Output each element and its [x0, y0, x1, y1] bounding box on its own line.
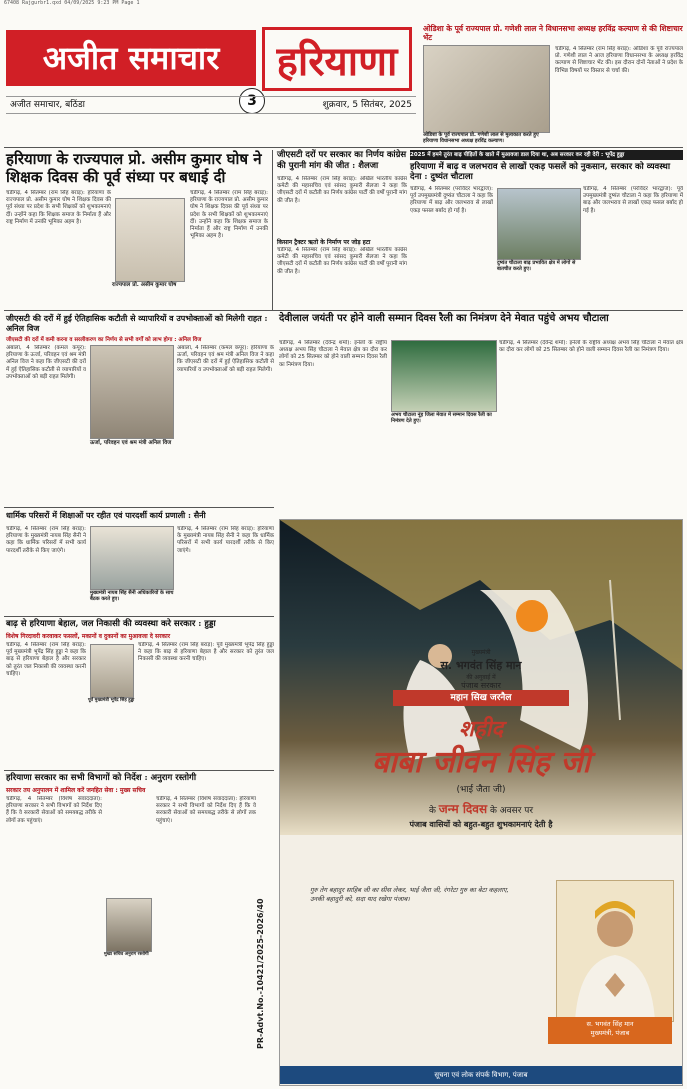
- devilal-body-1: चंडीगढ़, 4 सितम्बर (देवेन्द्र शर्मा): इनेलो के राष्ट्रीय अध्यक्ष अभय सिंह चौटाला ने मेवात क्षेत्र का दौरा कर लोगों को 25 सितम्बर को होने वाली सम्मान दिवस रैली का निमंत्रण दिया।: [279, 340, 387, 368]
- ad-alias: (भाई जैता जी): [456, 785, 506, 795]
- flood-body-2: चंडीगढ़, 4 सितम्बर (राम सिंह बराड़): पूर्व मुख्यमंत्री भूपेंद्र सिंह हुड्डा ने कहा कि बाढ़ से हरियाणा बेहाल है और सरकार को तुरंत जल निकासी की व्यवस्था करनी चाहिए।: [138, 642, 274, 663]
- saini-body-2: चंडीगढ़, 4 सितम्बर (राम सिंह बराड़): हरियाणा के मुख्यमंत्री नायब सिंह सैनी ने कहा कि धार्मिक परिसरों में सभी कार्य पारदर्शी तरीके से किए जाएंगे।: [177, 526, 274, 554]
- devilal-caption: अभय चौटाला नूंह जिला मेवात में सम्मान दिवस रैली का निमंत्रण देते हुए।: [391, 412, 492, 424]
- flood-subhead: विशेष गिरदावरी करवाकर फसलों, मकानों व दुकानों का मुआवजा दे सरकार: [6, 633, 171, 640]
- ad-occasion-main: जन्म दिवस: [438, 802, 488, 816]
- devilal-body-2: चंडीगढ़, 4 सितम्बर (देवेन्द्र शर्मा): इनेलो के राष्ट्रीय अध्यक्ष अभय सिंह चौटाला ने मेवात क्षेत्र का दौरा कर लोगों को 25 सितम्बर को होने वाली सम्मान दिवस रैली का निमंत्रण दिया।: [499, 340, 683, 354]
- masthead-name-left: अजीत समाचार: [6, 30, 256, 86]
- hooda-photo: [90, 644, 134, 698]
- rastogi-body-1: चंडीगढ़, 4 सितम्बर (विशेष संवाददाता): हरियाणा सरकार ने सभी विभागों को निर्देश दिए हैं कि वे सरकारी सेवाओं को समयबद्ध तरीके से लोगों तक पहुंचाएं।: [6, 796, 102, 824]
- ad-cm-caption-name: स. भगवंत सिंह मान: [586, 1020, 634, 1028]
- ad-leadership: की अगुवाई में: [466, 674, 496, 681]
- ad-government: पंजाब सरकार: [461, 681, 501, 690]
- vij-caption: ऊर्जा, परिवहन एवं श्रम मंत्री अनिल विज: [90, 440, 172, 446]
- saini-body-1: चंडीगढ़, 4 सितम्बर (राम सिंह बराड़): हरियाणा के मुख्यमंत्री नायब सिंह सैनी ने कहा कि धार्मिक परिसरों में सभी कार्य पारदर्शी तरीके से किए जाएंगे।: [6, 526, 86, 554]
- print-header-strip: 67408 Rajgurbr1.qxd 04/09/2025 9:23 PM Page 1: [4, 0, 140, 6]
- ad-badge: महान सिख जरनैल: [393, 690, 569, 706]
- top-right-headline: ओडिशा के पूर्व राज्यपाल प्रो. गणेशी लाल ने विधानसभा अध्यक्ष हरविंद्र कल्याण से की शिष्टाचार भेंट: [423, 24, 683, 42]
- saini-photo: [90, 526, 174, 590]
- publisher: अजीत समाचार, बठिंडा: [10, 100, 85, 110]
- left-lead-body-2: चंडीगढ़, 4 सितम्बर (राम सिंह बराड़): हरियाणा के राज्यपाल प्रो. असीम कुमार घोष ने शिक्षक दिवस की पूर्व संध्या पर प्रदेश के सभी शिक्षकों को शुभकामनाएं दीं। उन्होंने कहा कि शिक्षक समाज के निर्माता हैं और राष्ट्र निर्माण में उनकी भूमिका अहम है।: [190, 190, 268, 240]
- rastogi-body-2: चंडीगढ़, 4 सितम्बर (विशेष संवाददाता): हरियाणा सरकार ने सभी विभागों को निर्देश दिए हैं कि वे सरकारी सेवाओं को समयबद्ध तरीके से लोगों तक पहुंचाएं।: [156, 796, 256, 824]
- ad-occasion-post: के अवसर पर: [489, 806, 534, 816]
- rastogi-photo: [106, 898, 152, 952]
- hooda-banner: 2025 में हमने तुरंत बाढ़ पीड़ितों के खाते में मुआवजा डाल दिया था, अब सरकार कर रही देरी : भूपेंद्र हुड्डा: [410, 150, 683, 160]
- ad-occasion-pre: के: [428, 806, 436, 816]
- saini-caption: मुख्यमंत्री नायब सिंह सैनी अधिकारियों के साथ बैठक करते हुए।: [90, 590, 174, 602]
- devilal-photo: [391, 340, 497, 412]
- gst-selja-subhead: किसान ट्रैक्टर ऋतो के निर्माण पर जोड़ हटा: [277, 239, 371, 246]
- ad-cm-title: मुख्यमंत्री: [471, 649, 491, 656]
- vij-subhead: जीएसटी की दरों में कमी करना व सरलीकरण का निर्णय से सभी वर्गों को लाभ होगा : अनिल विज: [6, 337, 202, 343]
- government-advertisement: [279, 519, 683, 1086]
- hooda-caption: पूर्व मुख्यमंत्री भूपेंद्र सिंह हुड्डा: [88, 698, 135, 703]
- devilal-headline: देवीलाल जयंती पर होने वाली सम्मान दिवस रैली का निमंत्रण देने मेवात पहुंचे अभय चौटाला: [279, 313, 609, 324]
- masthead: [6, 22, 416, 114]
- gst-selja-headline: जीएसटी दरों पर सरकार का निर्णय कांग्रेस की पुरानी मांग की जीत : शैलजा: [277, 150, 407, 171]
- ad-title-shaheed: शहीद: [458, 716, 504, 742]
- masthead-subline: [6, 96, 416, 114]
- ad-cm-name: स. भगवंत सिंह मान: [440, 659, 522, 672]
- saini-headline: धार्मिक परिसरों में शिक्षाओं पर रहीत एवं पारदर्शी कार्य प्रणाली : सैनी: [6, 510, 206, 520]
- top-right-photo-caption: ओडिशा के पूर्व राज्यपाल प्रो. गणेशी लाल से मुलाकात करते हुए हरियाणा विधानसभा अध्यक्ष हरविंद्र कल्याण।: [423, 132, 539, 144]
- ad-wish: पंजाब वासियों को बहुत-बहुत शुभकामनाएं देती है: [409, 820, 553, 829]
- rastogi-caption: मुख्य सचिव अनुराग रस्तोगी: [104, 952, 149, 957]
- flood-body-1: चंडीगढ़, 4 सितम्बर (राम सिंह बराड़): पूर्व मुख्यमंत्री भूपेंद्र सिंह हुड्डा ने कहा कि बाढ़ से हरियाणा बेहाल है और सरकार को तुरंत जल निकासी की व्यवस्था करनी चाहिए।: [6, 642, 86, 677]
- rastogi-subhead: सरकार तय अनुपालन में शामिल करें जनहित सेवा : मुख्य सचिव: [6, 787, 146, 794]
- governor-photo-caption: राज्यपाल प्रो. असीम कुमार घोष: [112, 282, 177, 288]
- vij-headline: जीएसटी की दरों में हुई ऐतिहासिक कटौती से व्यापारियों व उपभोक्ताओं को मिलेगी राहत : अनिल विज: [6, 313, 268, 333]
- page-number: 3: [239, 88, 265, 114]
- issue-date: शुक्रवार, 5 सितंबर, 2025: [322, 100, 412, 110]
- masthead-name-right: हरियाणा: [262, 27, 412, 91]
- ad-title-name: बाबा जीवन सिंह जी: [371, 745, 591, 780]
- gst-selja-body-2: चंडीगढ़, 4 सितम्बर (राम सिंह बराड़): अखिल भारतीय कांग्रेस कमेटी की महासचिव एवं सांसद कुमारी सैलजा ने कहा कि जीएसटी दरों में कटौती का निर्णय कांग्रेस पार्टी की वर्षों पुरानी मांग की जीत है।: [277, 247, 407, 275]
- rastogi-headline: हरियाणा सरकार का सभी विभागों को निर्देश : अनुराग रस्तोगी: [6, 773, 197, 783]
- ad-cm-figure: [557, 881, 673, 1021]
- ad-cm-caption-role: मुख्यमंत्री, पंजाब: [590, 1029, 630, 1037]
- dushyant-caption: दुष्यंत चौटाला बाढ़ प्रभावित क्षेत्र में लोगों से बातचीत करते हुए।: [497, 260, 576, 272]
- dushyant-body-2: चंडीगढ़, 4 सितम्बर (परविंदर भारद्वाज): पूर्व उपमुख्यमंत्री दुष्यंत चौटाला ने कहा कि हरियाणा में बाढ़ और जलभराव से लाखों एकड़ फसल बर्बाद हो गई है।: [583, 186, 683, 214]
- governor-photo: [115, 198, 185, 282]
- ad-cm-photo: [556, 880, 674, 1022]
- left-lead-body-1: चंडीगढ़, 4 सितम्बर (राम सिंह बराड़): हरियाणा के राज्यपाल प्रो. असीम कुमार घोष ने शिक्षक दिवस की पूर्व संध्या पर प्रदेश के सभी शिक्षकों को शुभकामनाएं दीं। उन्होंने कहा कि शिक्षक समाज के निर्माता हैं और राष्ट्र निर्माण में उनकी भूमिका अहम है।: [6, 190, 111, 225]
- vij-body-2: अंबाला, 4 सितम्बर (कमल कपूर): हरियाणा के ऊर्जा, परिवहन एवं श्रम मंत्री अनिल विज ने कहा कि जीएसटी की दरों में हुई ऐतिहासिक कटौती से व्यापारियों व उपभोक्ताओं को बड़ी राहत मिलेगी।: [177, 345, 274, 373]
- top-right-photo: [423, 45, 550, 133]
- vij-photo: [90, 345, 174, 439]
- ad-cm-caption: [548, 1017, 672, 1044]
- dushyant-body-1: चंडीगढ़, 4 सितम्बर (परविंदर भारद्वाज): पूर्व उपमुख्यमंत्री दुष्यंत चौटाला ने कहा कि हरियाणा में बाढ़ और जलभराव से लाखों एकड़ फसल बर्बाद हो गई है।: [410, 186, 493, 214]
- ad-footer: सूचना एवं लोक संपर्क विभाग, पंजाब: [280, 1066, 682, 1084]
- ad-verse: गुरु तेग बहादुर साहिब जी का सीस लेकर, भाई जैता जी, रंगरेटा गुरु का बेटा कहलाए, उनकी बहादुरी को, सदा याद रखेगा पंजाब।: [310, 886, 509, 903]
- dushyant-photo: [497, 188, 581, 260]
- dushyant-headline: हरियाणा में बाढ़ व जलभराव से लाखों एकड़ फसलें को नुकसान, सरकार को व्यवस्था देना : दुष्यंत चौटाला: [410, 162, 671, 182]
- gst-selja-body: चंडीगढ़, 4 सितम्बर (राम सिंह बराड़): अखिल भारतीय कांग्रेस कमेटी की महासचिव एवं सांसद कुमारी सैलजा ने कहा कि जीएसटी दरों में कटौती का निर्णय कांग्रेस पार्टी की वर्षों पुरानी मांग की जीत है।: [277, 176, 407, 204]
- top-right-body: चंडीगढ़, 4 सितम्बर (राम सिंह बराड़): ओडिशा के पूर्व राज्यपाल प्रो. गणेशी लाल ने आज हरियाणा विधानसभा के अध्यक्ष हरविंद्र कल्याण से शिष्टाचार भेंट की। इस दौरान दोनों नेताओं ने प्रदेश के विभिन्न विषयों पर विस्तार से चर्चा की।: [555, 46, 683, 74]
- ad-occasion: [280, 800, 682, 817]
- flood-headline: बाढ़ से हरियाणा बेहाल, जल निकासी की व्यवस्था करे सरकार : हुड्डा: [6, 619, 216, 629]
- ad-release-number: PR-Advt.No.-10421/2025-2026/40: [256, 898, 265, 1049]
- vij-body-1: अंबाला, 4 सितम्बर (कमल कपूर): हरियाणा के ऊर्जा, परिवहन एवं श्रम मंत्री अनिल विज ने कहा कि जीएसटी की दरों में हुई ऐतिहासिक कटौती से व्यापारियों व उपभोक्ताओं को बड़ी राहत मिलेगी।: [6, 345, 86, 380]
- left-lead-headline: हरियाणा के राज्यपाल प्रो. असीम कुमार घोष ने शिक्षक दिवस की पूर्व संध्या पर बधाई दी: [6, 150, 262, 186]
